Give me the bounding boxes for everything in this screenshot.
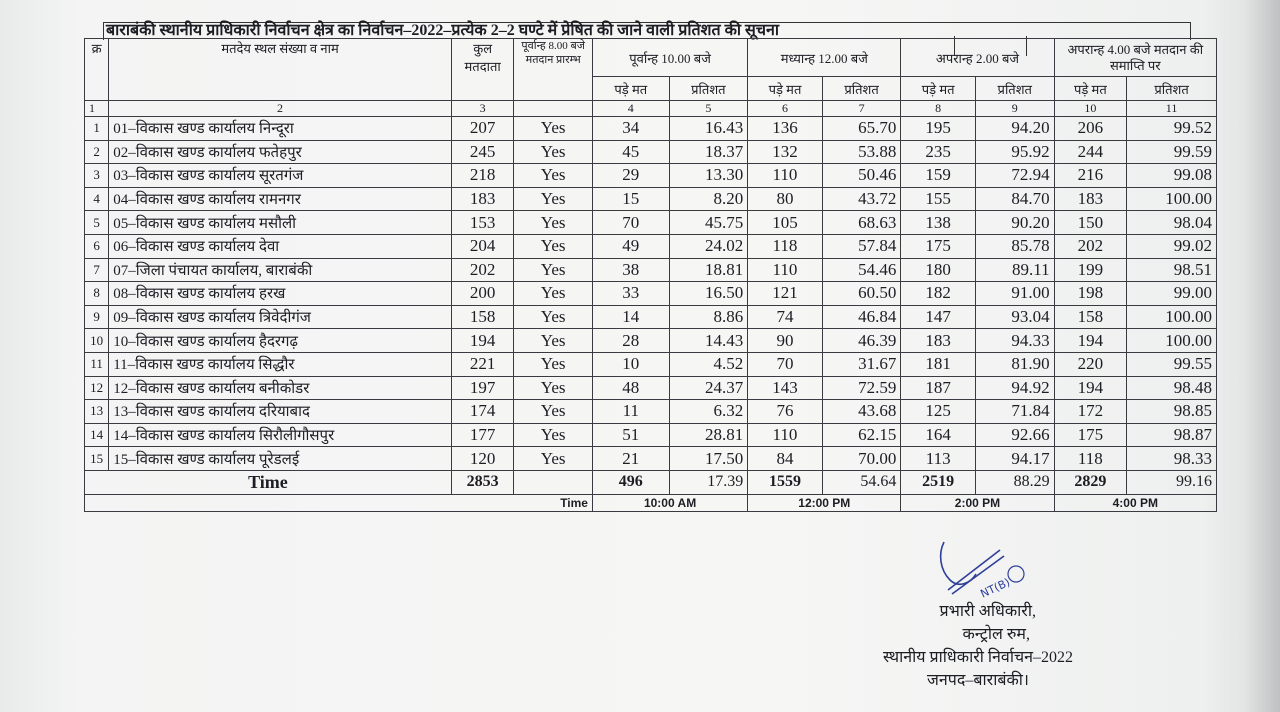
cell-votes-10: 29 (592, 164, 669, 188)
cell-total-voters: 120 (451, 447, 513, 471)
totals-votes-14: 2519 (901, 470, 976, 494)
cell-percent-14: 81.90 (975, 352, 1054, 376)
table-row (85, 117, 1217, 141)
table-row (85, 329, 1217, 353)
cell-percent-12: 68.63 (822, 211, 901, 235)
time-row (85, 494, 1217, 511)
cell-total-voters: 174 (451, 400, 513, 424)
time-10am: 10:00 AM (592, 494, 747, 511)
totals-votes-16: 2829 (1054, 470, 1127, 494)
cell-votes-14: 155 (901, 187, 976, 211)
cell-votes-14: 125 (901, 400, 976, 424)
cell-votes-16: 199 (1054, 258, 1127, 282)
signature-line-4: जनपद–बाराबंकी। (927, 672, 1029, 689)
cell-votes-12: 74 (748, 305, 823, 329)
cell-votes-16: 194 (1054, 329, 1127, 353)
cell-percent-12: 46.39 (822, 329, 901, 353)
cell-total-voters: 221 (451, 352, 513, 376)
cell-percent-14: 92.66 (975, 423, 1054, 447)
cell-percent-12: 57.84 (822, 234, 901, 258)
cell-votes-16: 150 (1054, 211, 1127, 235)
cell-percent-12: 62.15 (822, 423, 901, 447)
cell-poll-started: Yes (514, 305, 593, 329)
cell-percent-12: 72.59 (822, 376, 901, 400)
totals-percent-10: 17.39 (669, 470, 748, 494)
cell-percent-10: 16.43 (669, 117, 748, 141)
cell-total-voters: 197 (451, 376, 513, 400)
signature-line-2: कन्ट्रोल रुम, (962, 626, 1030, 643)
cell-percent-16: 99.52 (1127, 117, 1217, 141)
cell-percent-12: 53.88 (822, 140, 901, 164)
cell-votes-12: 76 (748, 400, 823, 424)
cell-percent-14: 93.04 (975, 305, 1054, 329)
cell-serial: 6 (85, 234, 109, 258)
table-row (85, 423, 1217, 447)
cell-percent-12: 31.67 (822, 352, 901, 376)
col-number: 8 (901, 101, 976, 117)
cell-votes-12: 84 (748, 447, 823, 471)
cell-percent-10: 24.02 (669, 234, 748, 258)
subheader-votes-10: पड़े मत (592, 77, 669, 101)
cell-total-voters: 218 (451, 164, 513, 188)
cell-votes-10: 21 (592, 447, 669, 471)
cell-station-name: 11–विकास खण्ड कार्यालय सिद्धौर (109, 352, 452, 376)
col-number: 1 (85, 101, 109, 117)
cell-percent-12: 65.70 (822, 117, 901, 141)
cell-votes-12: 70 (748, 352, 823, 376)
cell-votes-10: 11 (592, 400, 669, 424)
cell-votes-10: 33 (592, 282, 669, 306)
cell-votes-10: 51 (592, 423, 669, 447)
col-number: 4 (592, 101, 669, 117)
col-number: 6 (748, 101, 823, 117)
cell-percent-14: 95.92 (975, 140, 1054, 164)
cell-percent-14: 91.00 (975, 282, 1054, 306)
cell-poll-started: Yes (514, 117, 593, 141)
cell-votes-16: 220 (1054, 352, 1127, 376)
col-number: 10 (1054, 101, 1127, 117)
cell-percent-14: 84.70 (975, 187, 1054, 211)
cell-station-name: 03–विकास खण्ड कार्यालय सूरतगंज (109, 164, 452, 188)
cell-station-name: 12–विकास खण्ड कार्यालय बनीकोडर (109, 376, 452, 400)
header-4pm: अपरान्ह 4.00 बजे मतदान की समाप्ति पर (1054, 39, 1216, 77)
header-poll-start: पूर्वान्ह 8.00 बजे मतदान प्रारम्भ (514, 39, 593, 101)
cell-poll-started: Yes (514, 352, 593, 376)
header-10am: पूर्वान्ह 10.00 बजे (592, 39, 747, 77)
time-12pm: 12:00 PM (748, 494, 901, 511)
cell-votes-14: 182 (901, 282, 976, 306)
cell-percent-14: 90.20 (975, 211, 1054, 235)
col-number: 5 (669, 101, 748, 117)
totals-percent-16: 99.16 (1127, 470, 1217, 494)
cell-station-name: 02–विकास खण्ड कार्यालय फतेहपुर (109, 140, 452, 164)
signature-line-1: प्रभारी अधिकारी, (939, 603, 1036, 620)
totals-row (85, 470, 1217, 494)
cell-votes-14: 183 (901, 329, 976, 353)
totals-percent-14: 88.29 (975, 470, 1054, 494)
cell-percent-14: 85.78 (975, 234, 1054, 258)
header-2pm: अपरान्ह 2.00 बजे (901, 39, 1054, 77)
cell-serial: 15 (85, 447, 109, 471)
cell-votes-14: 164 (901, 423, 976, 447)
cell-percent-14: 89.11 (975, 258, 1054, 282)
cell-votes-16: 216 (1054, 164, 1127, 188)
time-row-label: Time (85, 494, 593, 511)
cell-percent-12: 60.50 (822, 282, 901, 306)
cell-votes-10: 15 (592, 187, 669, 211)
cell-votes-16: 198 (1054, 282, 1127, 306)
subheader-votes-12: पड़े मत (748, 77, 823, 101)
cell-votes-10: 49 (592, 234, 669, 258)
cell-poll-started: Yes (514, 400, 593, 424)
table-row (85, 282, 1217, 306)
cell-votes-14: 159 (901, 164, 976, 188)
cell-total-voters: 183 (451, 187, 513, 211)
table-row (85, 305, 1217, 329)
cell-percent-10: 24.37 (669, 376, 748, 400)
cell-poll-started: Yes (514, 164, 593, 188)
cell-percent-12: 50.46 (822, 164, 901, 188)
cell-station-name: 14–विकास खण्ड कार्यालय सिरौलीगौसपुर (109, 423, 452, 447)
col-number: 7 (822, 101, 901, 117)
cell-serial: 10 (85, 329, 109, 353)
table-row (85, 187, 1217, 211)
table-row (85, 376, 1217, 400)
cell-percent-16: 99.59 (1127, 140, 1217, 164)
cell-poll-started: Yes (514, 282, 593, 306)
cell-votes-14: 195 (901, 117, 976, 141)
cell-votes-14: 180 (901, 258, 976, 282)
cell-votes-10: 38 (592, 258, 669, 282)
cell-percent-16: 99.55 (1127, 352, 1217, 376)
cell-votes-14: 235 (901, 140, 976, 164)
cell-votes-14: 187 (901, 376, 976, 400)
cell-total-voters: 177 (451, 423, 513, 447)
cell-votes-14: 147 (901, 305, 976, 329)
totals-votes-10: 496 (592, 470, 669, 494)
cell-percent-10: 45.75 (669, 211, 748, 235)
subheader-percent-16: प्रतिशत (1127, 77, 1217, 101)
cell-percent-12: 54.46 (822, 258, 901, 282)
cell-votes-16: 172 (1054, 400, 1127, 424)
cell-serial: 14 (85, 423, 109, 447)
cell-votes-12: 132 (748, 140, 823, 164)
cell-percent-12: 46.84 (822, 305, 901, 329)
table-row (85, 234, 1217, 258)
totals-percent-12: 54.64 (822, 470, 901, 494)
cell-percent-14: 94.33 (975, 329, 1054, 353)
cell-votes-10: 28 (592, 329, 669, 353)
cell-percent-12: 70.00 (822, 447, 901, 471)
cell-votes-16: 158 (1054, 305, 1127, 329)
cell-percent-14: 94.20 (975, 117, 1054, 141)
cell-station-name: 06–विकास खण्ड कार्यालय देवा (109, 234, 452, 258)
cell-percent-10: 8.86 (669, 305, 748, 329)
subheader-percent-10: प्रतिशत (669, 77, 748, 101)
cell-serial: 1 (85, 117, 109, 141)
cell-serial: 5 (85, 211, 109, 235)
cell-poll-started: Yes (514, 211, 593, 235)
cell-percent-10: 14.43 (669, 329, 748, 353)
header-station: मतदेय स्थल संख्या व नाम (109, 39, 452, 101)
cell-votes-12: 118 (748, 234, 823, 258)
cell-percent-10: 6.32 (669, 400, 748, 424)
signature-initials: NT(B) (978, 575, 1013, 601)
cell-votes-12: 136 (748, 117, 823, 141)
col-number: 3 (451, 101, 513, 117)
cell-percent-16: 100.00 (1127, 329, 1217, 353)
cell-percent-16: 98.85 (1127, 400, 1217, 424)
header-total-voters: कुल मतदाता (451, 39, 513, 101)
subheader-percent-14: प्रतिशत (975, 77, 1054, 101)
cell-serial: 12 (85, 376, 109, 400)
cell-votes-12: 110 (748, 164, 823, 188)
cell-percent-10: 13.30 (669, 164, 748, 188)
cell-serial: 9 (85, 305, 109, 329)
cell-votes-16: 206 (1054, 117, 1127, 141)
cell-percent-14: 94.92 (975, 376, 1054, 400)
column-number-row (85, 101, 1217, 117)
cell-votes-10: 70 (592, 211, 669, 235)
cell-percent-14: 94.17 (975, 447, 1054, 471)
subheader-votes-16: पड़े मत (1054, 77, 1127, 101)
cell-percent-16: 100.00 (1127, 187, 1217, 211)
cell-votes-12: 110 (748, 423, 823, 447)
cell-percent-16: 98.87 (1127, 423, 1217, 447)
cell-poll-started: Yes (514, 447, 593, 471)
cell-votes-14: 181 (901, 352, 976, 376)
cell-serial: 3 (85, 164, 109, 188)
cell-serial: 8 (85, 282, 109, 306)
table-row (85, 258, 1217, 282)
cell-votes-12: 105 (748, 211, 823, 235)
totals-label: Time (85, 470, 452, 494)
cell-percent-16: 98.04 (1127, 211, 1217, 235)
cell-votes-14: 175 (901, 234, 976, 258)
header-12pm: मध्यान्ह 12.00 बजे (748, 39, 901, 77)
time-2pm: 2:00 PM (901, 494, 1054, 511)
totals-empty (514, 470, 593, 494)
cell-votes-10: 34 (592, 117, 669, 141)
header-serial: क्र (85, 39, 109, 101)
cell-votes-12: 90 (748, 329, 823, 353)
cell-total-voters: 204 (451, 234, 513, 258)
cell-serial: 11 (85, 352, 109, 376)
cell-percent-10: 4.52 (669, 352, 748, 376)
col-number: 11 (1127, 101, 1217, 117)
col-number: 9 (975, 101, 1054, 117)
turnout-table (84, 38, 1217, 512)
cell-total-voters: 245 (451, 140, 513, 164)
cell-poll-started: Yes (514, 376, 593, 400)
cell-percent-14: 71.84 (975, 400, 1054, 424)
cell-total-voters: 158 (451, 305, 513, 329)
cell-votes-16: 183 (1054, 187, 1127, 211)
cell-votes-10: 48 (592, 376, 669, 400)
cell-votes-14: 113 (901, 447, 976, 471)
cell-percent-16: 98.33 (1127, 447, 1217, 471)
cell-total-voters: 200 (451, 282, 513, 306)
cell-total-voters: 207 (451, 117, 513, 141)
cell-percent-10: 28.81 (669, 423, 748, 447)
page-edge-shadow (1244, 0, 1280, 712)
signature-block (858, 600, 1098, 692)
cell-serial: 13 (85, 400, 109, 424)
cell-percent-16: 100.00 (1127, 305, 1217, 329)
cell-station-name: 10–विकास खण्ड कार्यालय हैदरगढ़ (109, 329, 452, 353)
cell-votes-12: 110 (748, 258, 823, 282)
cell-percent-10: 18.37 (669, 140, 748, 164)
cell-station-name: 15–विकास खण्ड कार्यालय पूरेडलई (109, 447, 452, 471)
cell-percent-16: 98.51 (1127, 258, 1217, 282)
document-title: बाराबंकी स्थानीय प्राधिकारी निर्वाचन क्षेत्र का निर्वाचन–2022–प्रत्येक 2–2 घण्टे में प्रेषित की जाने वाली प्रतिशत की सूचना (106, 22, 780, 39)
cell-poll-started: Yes (514, 258, 593, 282)
table-row (85, 352, 1217, 376)
cell-poll-started: Yes (514, 140, 593, 164)
cell-serial: 4 (85, 187, 109, 211)
cell-percent-12: 43.72 (822, 187, 901, 211)
table-row (85, 400, 1217, 424)
table-body (85, 117, 1217, 471)
totals-voters: 2853 (451, 470, 513, 494)
cell-percent-12: 43.68 (822, 400, 901, 424)
cell-station-name: 09–विकास खण्ड कार्यालय त्रिवेदीगंज (109, 305, 452, 329)
cell-poll-started: Yes (514, 423, 593, 447)
cell-percent-16: 99.08 (1127, 164, 1217, 188)
cell-votes-10: 10 (592, 352, 669, 376)
cell-votes-16: 202 (1054, 234, 1127, 258)
cell-votes-16: 175 (1054, 423, 1127, 447)
subheader-votes-14: पड़े मत (901, 77, 976, 101)
cell-percent-10: 8.20 (669, 187, 748, 211)
cell-serial: 2 (85, 140, 109, 164)
cell-percent-16: 98.48 (1127, 376, 1217, 400)
cell-poll-started: Yes (514, 234, 593, 258)
cell-votes-16: 244 (1054, 140, 1127, 164)
cell-serial: 7 (85, 258, 109, 282)
cell-total-voters: 202 (451, 258, 513, 282)
cell-station-name: 13–विकास खण्ड कार्यालय दरियाबाद (109, 400, 452, 424)
cell-poll-started: Yes (514, 329, 593, 353)
cell-percent-10: 17.50 (669, 447, 748, 471)
col-number: 2 (109, 101, 452, 117)
cell-total-voters: 153 (451, 211, 513, 235)
cell-station-name: 04–विकास खण्ड कार्यालय रामनगर (109, 187, 452, 211)
table-row (85, 211, 1217, 235)
time-4pm: 4:00 PM (1054, 494, 1216, 511)
cell-station-name: 01–विकास खण्ड कार्यालय निन्दूरा (109, 117, 452, 141)
cell-station-name: 08–विकास खण्ड कार्यालय हरख (109, 282, 452, 306)
cell-votes-12: 143 (748, 376, 823, 400)
cell-votes-16: 118 (1054, 447, 1127, 471)
cell-percent-10: 16.50 (669, 282, 748, 306)
cell-votes-12: 121 (748, 282, 823, 306)
cell-station-name: 05–विकास खण्ड कार्यालय मसौली (109, 211, 452, 235)
cell-percent-10: 18.81 (669, 258, 748, 282)
col-number (514, 101, 593, 117)
cell-votes-12: 80 (748, 187, 823, 211)
cell-votes-14: 138 (901, 211, 976, 235)
cell-poll-started: Yes (514, 187, 593, 211)
cell-votes-10: 45 (592, 140, 669, 164)
handwritten-signature (930, 534, 1040, 606)
cell-votes-16: 194 (1054, 376, 1127, 400)
cell-total-voters: 194 (451, 329, 513, 353)
cell-percent-14: 72.94 (975, 164, 1054, 188)
table-row (85, 447, 1217, 471)
cell-votes-10: 14 (592, 305, 669, 329)
cell-percent-16: 99.02 (1127, 234, 1217, 258)
table-row (85, 164, 1217, 188)
signature-line-3: स्थानीय प्राधिकारी निर्वाचन–2022 (882, 649, 1074, 666)
table-row (85, 140, 1217, 164)
totals-votes-12: 1559 (748, 470, 823, 494)
subheader-percent-12: प्रतिशत (822, 77, 901, 101)
cell-percent-16: 99.00 (1127, 282, 1217, 306)
cell-station-name: 07–जिला पंचायत कार्यालय, बाराबंकी (109, 258, 452, 282)
